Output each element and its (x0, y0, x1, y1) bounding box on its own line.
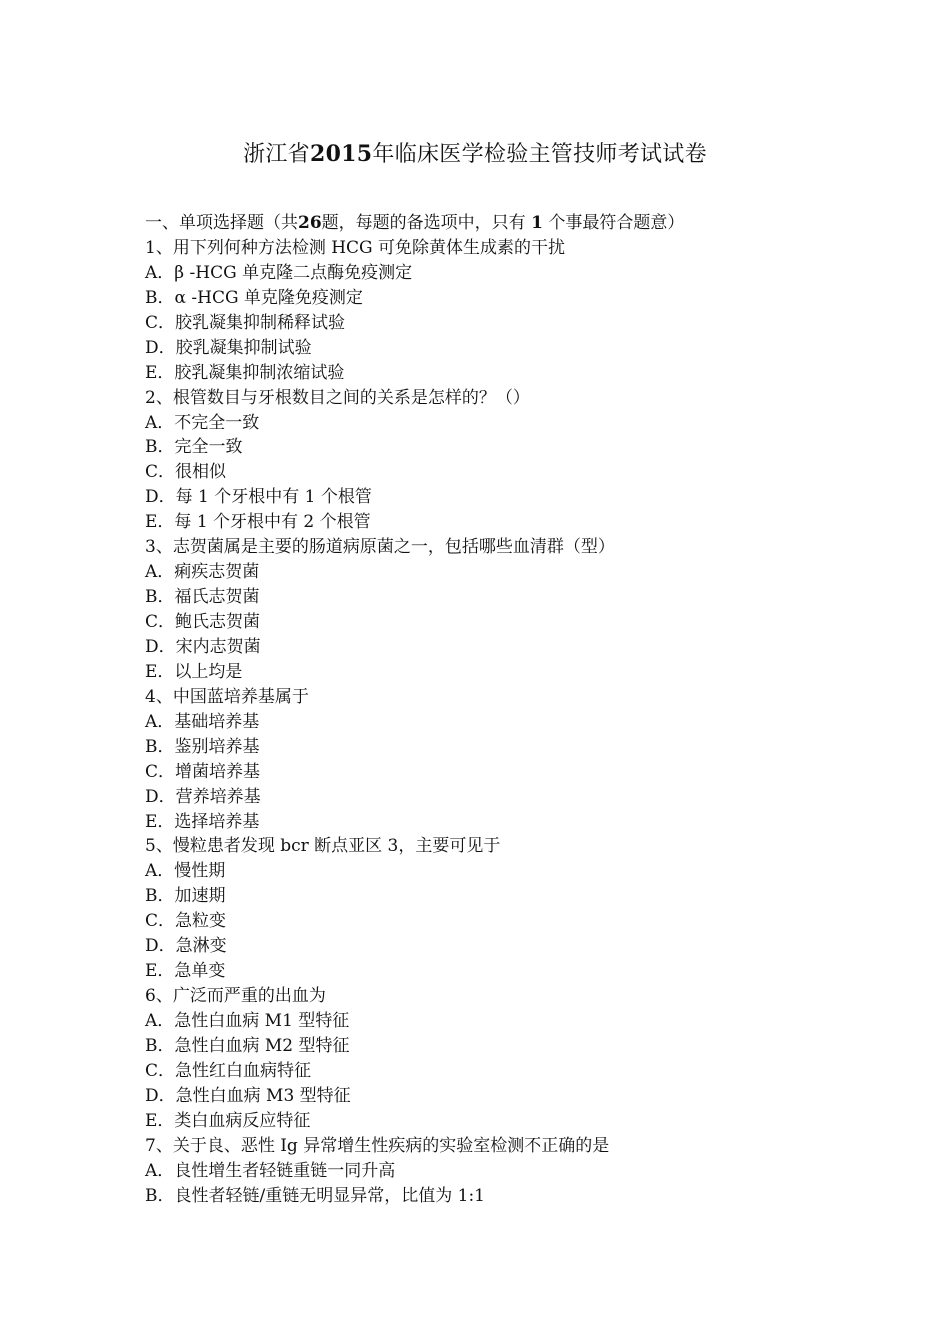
option-a: A．慢性期 (145, 861, 226, 882)
question-stem: 4、中国蓝培养基属于 (145, 686, 309, 707)
option-a: A．良性增生者轻链重链一同升高 (145, 1160, 396, 1181)
option-e: E．每 1 个牙根中有 2 个根管 (145, 512, 371, 533)
question-stem: 7、关于良、恶性 Ig 异常增生性疾病的实验室检测不正确的是 (145, 1135, 610, 1156)
option-b: B．福氏志贺菌 (145, 587, 260, 608)
option-a: A．不完全一致 (145, 412, 260, 433)
question-stem: 1、用下列何种方法检测 HCG 可免除黄体生成素的干扰 (145, 237, 566, 258)
option-b: B．急性白血病 M2 型特征 (145, 1035, 350, 1056)
option-c: C．很相似 (145, 462, 227, 483)
question-7 (145, 1134, 845, 1209)
option-d: D．每 1 个牙根中有 1 个根管 (145, 487, 372, 508)
option-c: C．增菌培养基 (145, 761, 261, 782)
option-c: C．急粒变 (145, 911, 227, 932)
option-e: E．选择培养基 (145, 811, 260, 832)
option-b: B．完全一致 (145, 437, 243, 458)
option-e: E．胶乳凝集抑制浓缩试验 (145, 362, 345, 383)
option-e: E．类白血病反应特征 (145, 1110, 311, 1131)
option-c: C．急性红白血病特征 (145, 1060, 312, 1081)
section-header: 一、单项选择题（共26题，每题的备选项中，只有 1 个事最符合题意） (145, 213, 685, 233)
option-b: B．鉴别培养基 (145, 736, 260, 757)
best-answer-count: 1 (531, 213, 543, 233)
page-title (0, 138, 950, 171)
title-part-rest: 年临床医学检验主管技师考试试卷 (372, 142, 707, 167)
option-a: A．基础培养基 (145, 711, 260, 732)
option-e: E．以上均是 (145, 661, 243, 682)
question-6 (145, 984, 845, 1134)
question-4 (145, 685, 845, 835)
option-d: D．急淋变 (145, 936, 227, 957)
question-2 (145, 386, 845, 536)
option-b: B．加速期 (145, 886, 226, 907)
question-count: 26 (298, 213, 322, 233)
option-d: D．营养培养基 (145, 786, 261, 807)
title-part-province: 浙江省 (243, 142, 310, 167)
option-e: E．急单变 (145, 961, 226, 982)
question-stem: 3、志贺菌属是主要的肠道病原菌之一，包括哪些血清群（型） (145, 537, 615, 558)
question-5 (145, 834, 845, 984)
question-stem: 6、广泛而严重的出血为 (145, 986, 326, 1007)
option-b: B．良性者轻链/重链无明显异常，比值为 1:1 (145, 1185, 485, 1206)
option-d: D．急性白血病 M3 型特征 (145, 1085, 351, 1106)
option-b: B．α -HCG 单克隆免疫测定 (145, 287, 363, 308)
option-d: D．胶乳凝集抑制试验 (145, 337, 312, 358)
option-c: C．鲍氏志贺菌 (145, 612, 261, 632)
question-1 (145, 236, 845, 386)
question-3 (145, 535, 845, 685)
option-a: A．急性白血病 M1 型特征 (145, 1011, 350, 1031)
option-a: A．β -HCG 单克隆二点酶免疫测定 (145, 262, 413, 283)
question-stem: 5、慢粒患者发现 bcr 断点亚区 3，主要可见于 (145, 836, 501, 857)
question-stem: 2、根管数目与牙根数目之间的关系是怎样的？（） (145, 387, 530, 408)
option-c: C．胶乳凝集抑制稀释试验 (145, 312, 346, 333)
option-a: A．痢疾志贺菌 (145, 562, 260, 583)
option-d: D．宋内志贺菌 (145, 636, 261, 657)
exam-body (145, 211, 845, 1209)
title-part-year: 2015 (309, 141, 373, 167)
